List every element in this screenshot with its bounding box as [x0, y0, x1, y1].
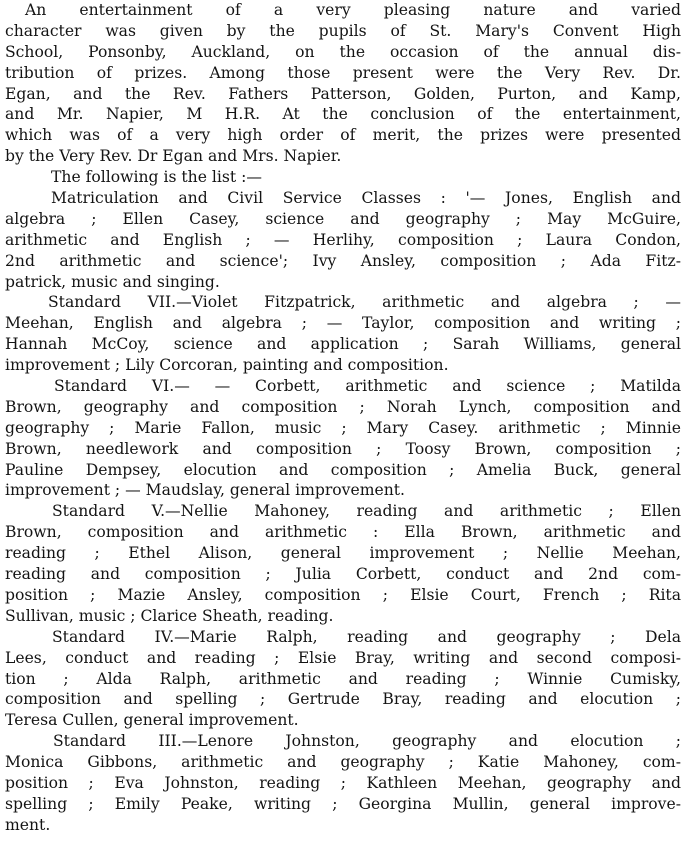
article-line: Pauline Dempsey, elocution and composition ; Amelia Buck, general [5, 460, 681, 479]
article-line: Teresa Cullen, general improvement. [5, 711, 299, 730]
article-line: position ; Eva Johnston, reading ; Kathleen Meehan, geography and [5, 773, 681, 792]
article-line: improvement ; Lily Corcoran, painting and composition. [5, 356, 449, 375]
article-line: Monica Gibbons, arithmetic and geography ; Katie Mahoney, com- [5, 753, 681, 772]
article-line: The following is the list :— [51, 168, 262, 187]
article-line: and Mr. Napier, M H.R. At the conclusion of the entertainment, [5, 105, 681, 124]
article-line: reading ; Ethel Alison, general improvement ; Nellie Meehan, [5, 544, 681, 563]
article-line: ment. [5, 815, 51, 834]
article-line: Brown, composition and arithmetic : Ella Brown, arithmetic and [5, 523, 681, 542]
article-line: Standard IV.—Marie Ralph, reading and geography ; Dela [52, 627, 681, 646]
article-line: Sullivan, music ; Clarice Sheath, reading. [5, 606, 334, 625]
article-line: Hannah McCoy, science and application ; Sarah Williams, general [5, 335, 681, 354]
article-line: composition and spelling ; Gertrude Bray, reading and elocution ; [5, 690, 681, 709]
article-line: Brown, geography and composition ; Norah Lynch, composition and [5, 397, 681, 416]
article-line: 2nd arithmetic and science'; Ivy Ansley, composition ; Ada Fitz- [5, 251, 681, 270]
article-line: Egan, and the Rev. Fathers Patterson, Golden, Purton, and Kamp, [5, 84, 681, 103]
article-line: spelling ; Emily Peake, writing ; Georgina Mullin, general improve- [5, 794, 681, 813]
article-line: School, Ponsonby, Auckland, on the occasion of the annual dis- [5, 42, 681, 61]
article-line: geography ; Marie Fallon, music ; Mary Casey. arithmetic ; Minnie [5, 418, 681, 437]
article-line: An entertainment of a very pleasing nature and varied [25, 1, 681, 19]
article-line: Standard VI.— — Corbett, arithmetic and science ; Matilda [54, 377, 681, 396]
article-line: improvement ; — Maudslay, general improvement. [5, 481, 406, 500]
article-line: tribution of prizes. Among those present were the Very Rev. Dr. [5, 63, 681, 82]
article-line: Lees, conduct and reading ; Elsie Bray, writing and second composi- [5, 648, 681, 667]
article-line: by the Very Rev. Dr Egan and Mrs. Napier. [5, 147, 342, 166]
newspaper-article [5, 0, 681, 865]
article-line: Matriculation and Civil Service Classes : '— Jones, English and [51, 189, 681, 208]
article-line: reading and composition ; Julia Corbett, conduct and 2nd com- [5, 565, 681, 584]
article-line: Standard V.—Nellie Mahoney, reading and arithmetic ; Ellen [52, 502, 681, 521]
article-line: position ; Mazie Ansley, composition ; Elsie Court, French ; Rita [5, 585, 681, 604]
article-line: algebra ; Ellen Casey, science and geography ; May McGuire, [5, 209, 681, 228]
article-line: Brown, needlework and composition ; Toosy Brown, composition ; [5, 439, 681, 458]
article-line: which was of a very high order of merit, the prizes were presented [5, 126, 681, 145]
article-line: Standard VII.—Violet Fitzpatrick, arithmetic and algebra ; — [48, 293, 681, 312]
article-line: Standard III.—Lenore Johnston, geography and elocution ; [53, 732, 681, 751]
article-line: arithmetic and English ; — Herlihy, composition ; Laura Condon, [5, 230, 681, 249]
article-line: character was given by the pupils of St. Mary's Convent High [5, 21, 681, 40]
article-line: tion ; Alda Ralph, arithmetic and reading ; Winnie Cumisky, [5, 669, 681, 688]
article-line: Meehan, English and algebra ; — Taylor, composition and writing ; [5, 314, 681, 333]
article-line: patrick, music and singing. [5, 272, 220, 291]
